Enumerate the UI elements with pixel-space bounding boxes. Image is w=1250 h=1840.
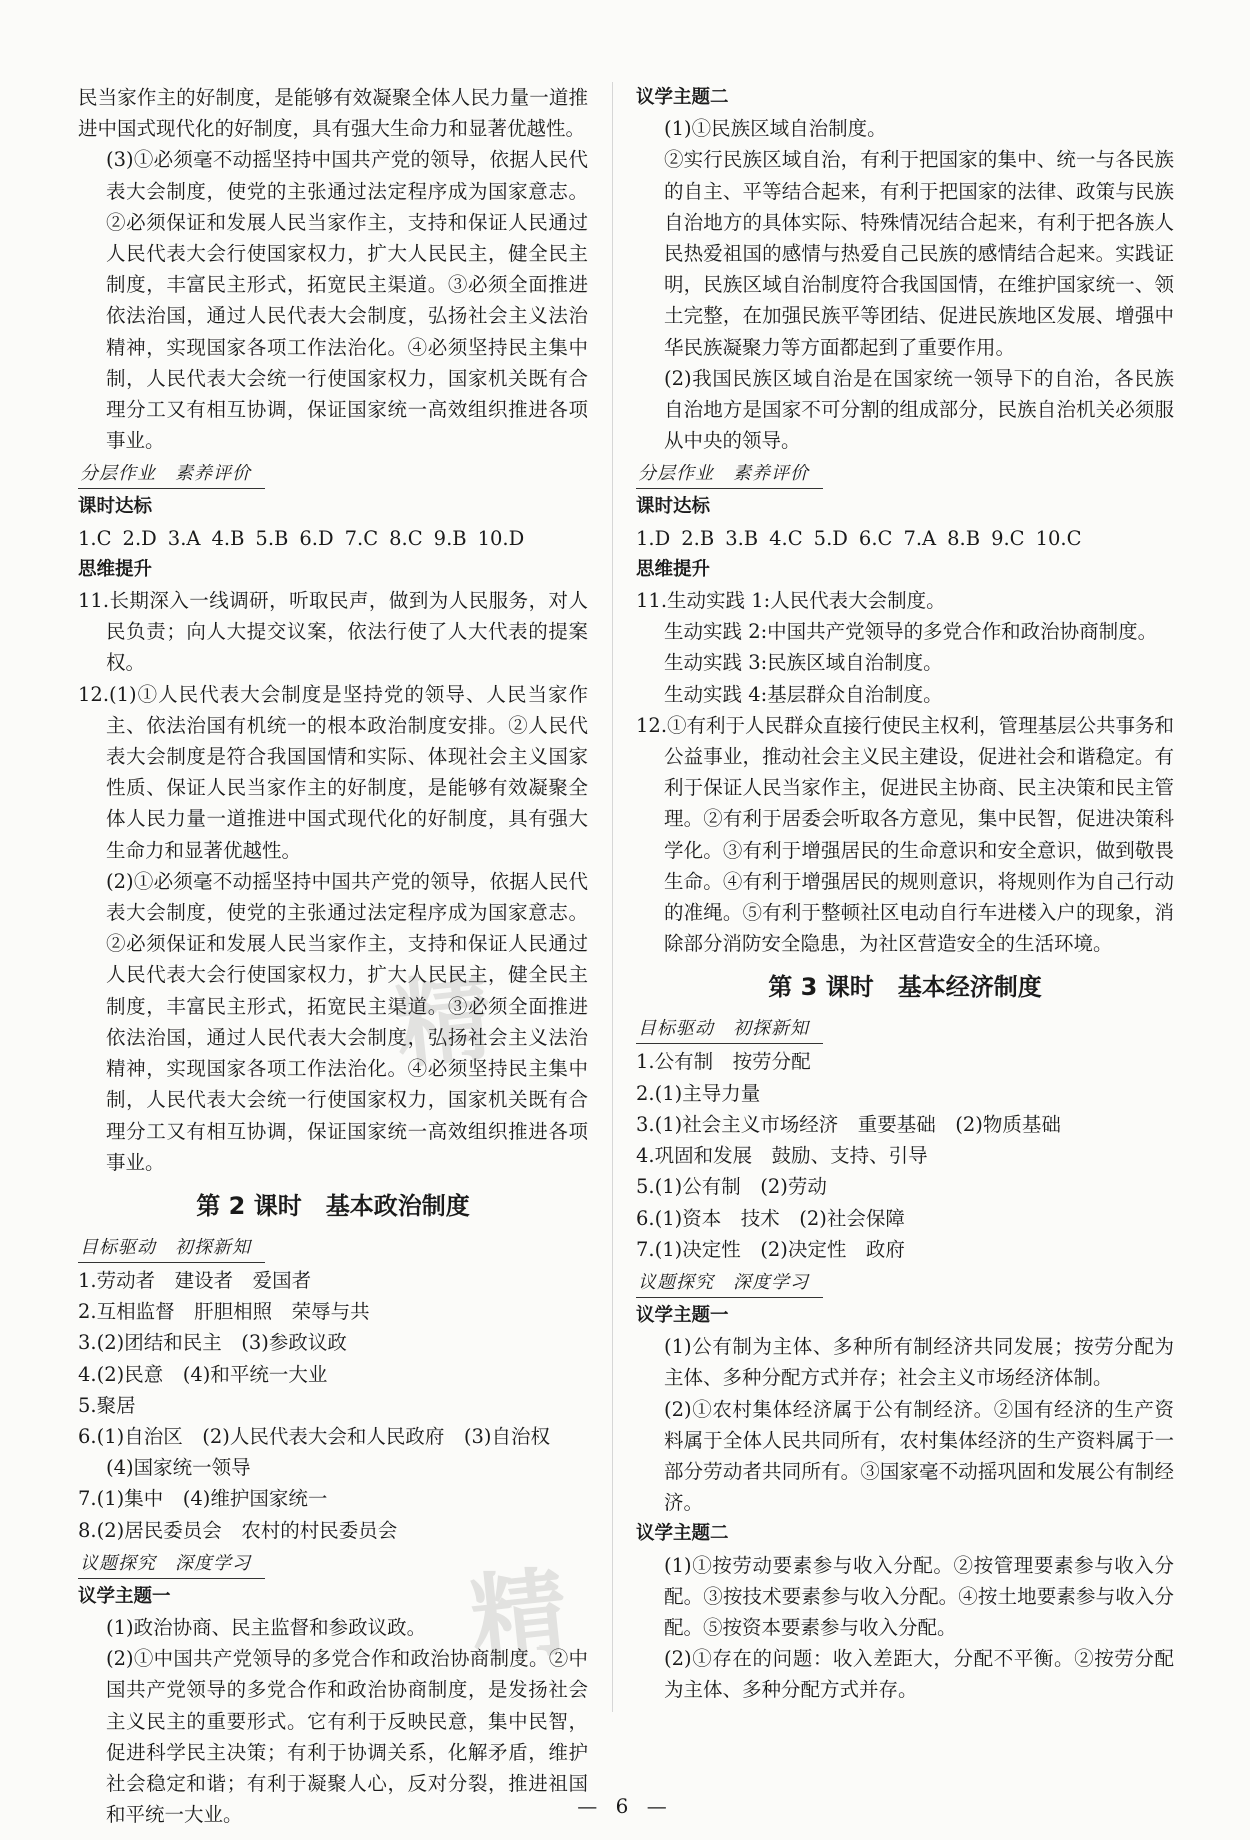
multiple-choice-answers <box>78 523 588 554</box>
mc-answer: 8.C <box>389 526 423 550</box>
mc-answer: 5.D <box>813 526 848 550</box>
paragraph: (2)①中国共产党领导的多党合作和政治协商制度。②中国共产党领导的多党合作和政治协商制度，是发扬社会主义民主的重要形式。它有利于反映民意，集中民智，促进科学民主决策；有利于协调关系，化解矛盾，维护社会稳定和谐；有利于凝聚人心，反对分裂，推进祖国和平统一大业。 <box>106 1647 588 1827</box>
answer-11-line: 生动实践 3:民族区域自治制度。 <box>664 651 943 675</box>
mc-answer: 9.C <box>991 526 1025 550</box>
multiple-choice-answers <box>636 523 1174 554</box>
paragraph: (2)①农村集体经济属于公有制经济。②国有经济的生产资料属于全体人民共同所有，农村集体经济的生产资料属于一部分劳动者共同所有。③国家毫不动摇巩固和发展公有制经济。 <box>664 1397 1174 1515</box>
section-label: 目标驱动 初探新知 <box>78 1234 265 1263</box>
section-label: 议题探究 深度学习 <box>78 1550 265 1579</box>
paragraph: (2)我国民族区域自治是在国家统一领导下的自治，各民族自治地方是国家不可分割的组成部分，民族自治机关必须服从中央的领导。 <box>664 366 1174 453</box>
paragraph: (2)①存在的问题：收入差距大，分配不平衡。②按劳分配为主体、多种分配方式并存。 <box>664 1647 1174 1702</box>
heading: 议学主题二 <box>636 1523 729 1545</box>
mc-answer: 6.C <box>858 526 893 550</box>
section-label: 分层作业 素养评价 <box>636 460 823 489</box>
column-divider <box>612 82 613 1712</box>
mc-answer: 3.A <box>167 526 201 550</box>
right-column <box>636 82 1174 1706</box>
paragraph: ②实行民族区域自治，有利于把国家的集中、统一与各民族的自主、平等结合起来，有利于把国家的法律、政策与民族自治地方的具体实际、特殊情况结合起来，有利于把各族人民热爱祖国的感情与热爱自己民族的感情结合起来。实践证明，民族区域自治制度符合我国国情，在维护国家统一、领土完整，在加强民族平等团结、促进民族地区发展、增强中华民族凝聚力等方面都起到了重要作用。 <box>664 148 1174 359</box>
answer-11: 11.生动实践 1:人民代表大会制度。 <box>636 589 946 613</box>
left-column <box>78 82 588 1830</box>
paragraph: (1)公有制为主体、多种所有制经济共同发展；按劳分配为主体、多种分配方式并存；社会主义市场经济体制。 <box>664 1335 1174 1390</box>
list-item: 6.(1)自治区 (2)人民代表大会和人民政府 (3)自治权 <box>78 1424 550 1448</box>
section-label: 目标驱动 初探新知 <box>636 1015 823 1044</box>
mc-answer: 10.C <box>1035 526 1082 550</box>
mc-answer: 10.D <box>477 526 525 550</box>
list-item: 3.(2)团结和民主 (3)参政议政 <box>78 1331 347 1355</box>
section-label: 议题探究 深度学习 <box>636 1269 823 1298</box>
list-item: 3.(1)社会主义市场经济 重要基础 (2)物质基础 <box>636 1112 1061 1136</box>
heading: 课时达标 <box>78 496 153 518</box>
list-item: 7.(1)决定性 (2)决定性 政府 <box>636 1237 905 1261</box>
mc-answer: 2.D <box>122 526 157 550</box>
list-item: 4.(2)民意 (4)和平统一大业 <box>78 1362 328 1386</box>
mc-answer: 6.D <box>299 526 334 550</box>
list-item: (4)国家统一领导 <box>106 1456 251 1480</box>
list-item: 5.(1)公有制 (2)劳动 <box>636 1175 827 1199</box>
answer-11-line: 生动实践 4:基层群众自治制度。 <box>664 682 943 706</box>
mc-answer: 1.C <box>78 526 112 550</box>
heading: 思维提升 <box>78 558 153 580</box>
lesson-title: 第 2 课时 基本政治制度 <box>196 1191 470 1220</box>
answer-12-part1: 12.(1)①人民代表大会制度是坚持党的领导、人民当家作主、依法治国有机统一的根本政治制度安排。②人民代表大会制度是符合我国国情和实际、体现社会主义国家性质、保证人民当家作主的好制度，是能够有效凝聚全体人民力量一道推进中国式现代化的好制度，具有强大生命力和显著优越性。 <box>78 682 588 862</box>
answer-11: 11.长期深入一线调研，听取民声，做到为人民服务，对人民负责；向人大提交议案，依法行使了人大代表的提案权。 <box>78 589 588 675</box>
mc-answer: 1.D <box>636 526 671 550</box>
list-item: 5.聚居 <box>78 1393 136 1417</box>
mc-answer: 9.B <box>433 526 467 550</box>
paragraph: 民当家作主的好制度，是能够有效凝聚全体人民力量一道推进中国式现代化的好制度，具有强大生命力和显著优越性。 <box>78 86 588 141</box>
page-number: — 6 — <box>577 1794 673 1818</box>
heading: 议学主题二 <box>636 87 729 108</box>
watermark: 精 <box>390 959 506 1083</box>
heading: 思维提升 <box>636 558 711 580</box>
list-item: 2.互相监督 肝胆相照 荣辱与共 <box>78 1300 370 1324</box>
heading: 议学主题一 <box>636 1304 729 1326</box>
mc-answer: 7.A <box>903 526 937 550</box>
mc-answer: 7.C <box>344 526 379 550</box>
mc-answer: 2.B <box>681 526 715 550</box>
list-item: 1.公有制 按劳分配 <box>636 1050 811 1074</box>
watermark: 精 <box>465 1554 581 1678</box>
mc-answer: 4.B <box>211 526 245 550</box>
list-item: 1.劳动者 建设者 爱国者 <box>78 1268 312 1292</box>
list-item: 2.(1)主导力量 <box>636 1081 761 1105</box>
mc-answer: 8.B <box>947 526 981 550</box>
list-item: 7.(1)集中 (4)维护国家统一 <box>78 1487 328 1511</box>
list-item: 6.(1)资本 技术 (2)社会保障 <box>636 1206 905 1230</box>
paragraph: (3)①必须毫不动摇坚持中国共产党的领导，依据人民代表大会制度，使党的主张通过法定程序成为国家意志。②必须保证和发展人民当家作主，支持和保证人民通过人民代表大会行使国家权力，扩大人民民主，健全民主制度，丰富民主形式，拓宽民主渠道。③必须全面推进依法治国，通过人民代表大会制度，弘扬社会主义法治精神，实现国家各项工作法治化。④必须坚持民主集中制，人民代表大会统一行使国家权力，国家机关既有合理分工又有相互协调，保证国家统一高效组织推进各项事业。 <box>106 148 588 453</box>
paragraph: (1)政治协商、民主监督和参政议政。 <box>106 1615 427 1639</box>
section-label: 分层作业 素养评价 <box>78 460 265 489</box>
mc-answer: 4.C <box>769 526 803 550</box>
answer-12-part2: (2)①必须毫不动摇坚持中国共产党的领导，依据人民代表大会制度，使党的主张通过法定程序成为国家意志。②必须保证和发展人民当家作主，支持和保证人民通过人民代表大会行使国家权力，扩大人民民主，健全民主制度，丰富民主形式，拓宽民主渠道。③必须全面推进依法治国，通过人民代表大会制度，弘扬社会主义法治精神，实现国家各项工作法治化。④必须坚持民主集中制，人民代表大会统一行使国家权力，国家机关既有合理分工又有相互协调，保证国家统一高效组织推进各项事业。 <box>106 869 588 1174</box>
lesson-title: 第 3 课时 基本经济制度 <box>768 973 1042 1002</box>
paragraph: (1)①民族区域自治制度。 <box>664 117 887 141</box>
answer-12: 12.①有利于人民群众直接行使民主权利，管理基层公共事务和公益事业，推动社会主义民主建设，促进社会和谐稳定。有利于保证人民当家作主，促进民主协商、民主决策和民主管理。②有利于居委会听取各方意见，集中民智，促进决策科学化。③有利于增强居民的生命意识和安全意识，做到敬畏生命。④有利于增强居民的规则意识，将规则作为自己行动的准绳。⑤有利于整顿社区电动自行车进楼入户的现象，消除部分消防安全隐患，为社区营造安全的生活环境。 <box>636 713 1175 956</box>
heading: 议学主题一 <box>78 1585 171 1607</box>
answer-11-line: 生动实践 2:中国共产党领导的多党合作和政治协商制度。 <box>664 620 1158 644</box>
mc-answer: 5.B <box>255 526 289 550</box>
paragraph: (1)①按劳动要素参与收入分配。②按管理要素参与收入分配。③按技术要素参与收入分配。④按土地要素参与收入分配。⑤按资本要素参与收入分配。 <box>664 1553 1174 1639</box>
list-item: 8.(2)居民委员会 农村的村民委员会 <box>78 1518 398 1542</box>
heading: 课时达标 <box>636 496 711 518</box>
list-item: 4.巩固和发展 鼓励、支持、引导 <box>636 1144 928 1168</box>
mc-answer: 3.B <box>725 526 759 550</box>
